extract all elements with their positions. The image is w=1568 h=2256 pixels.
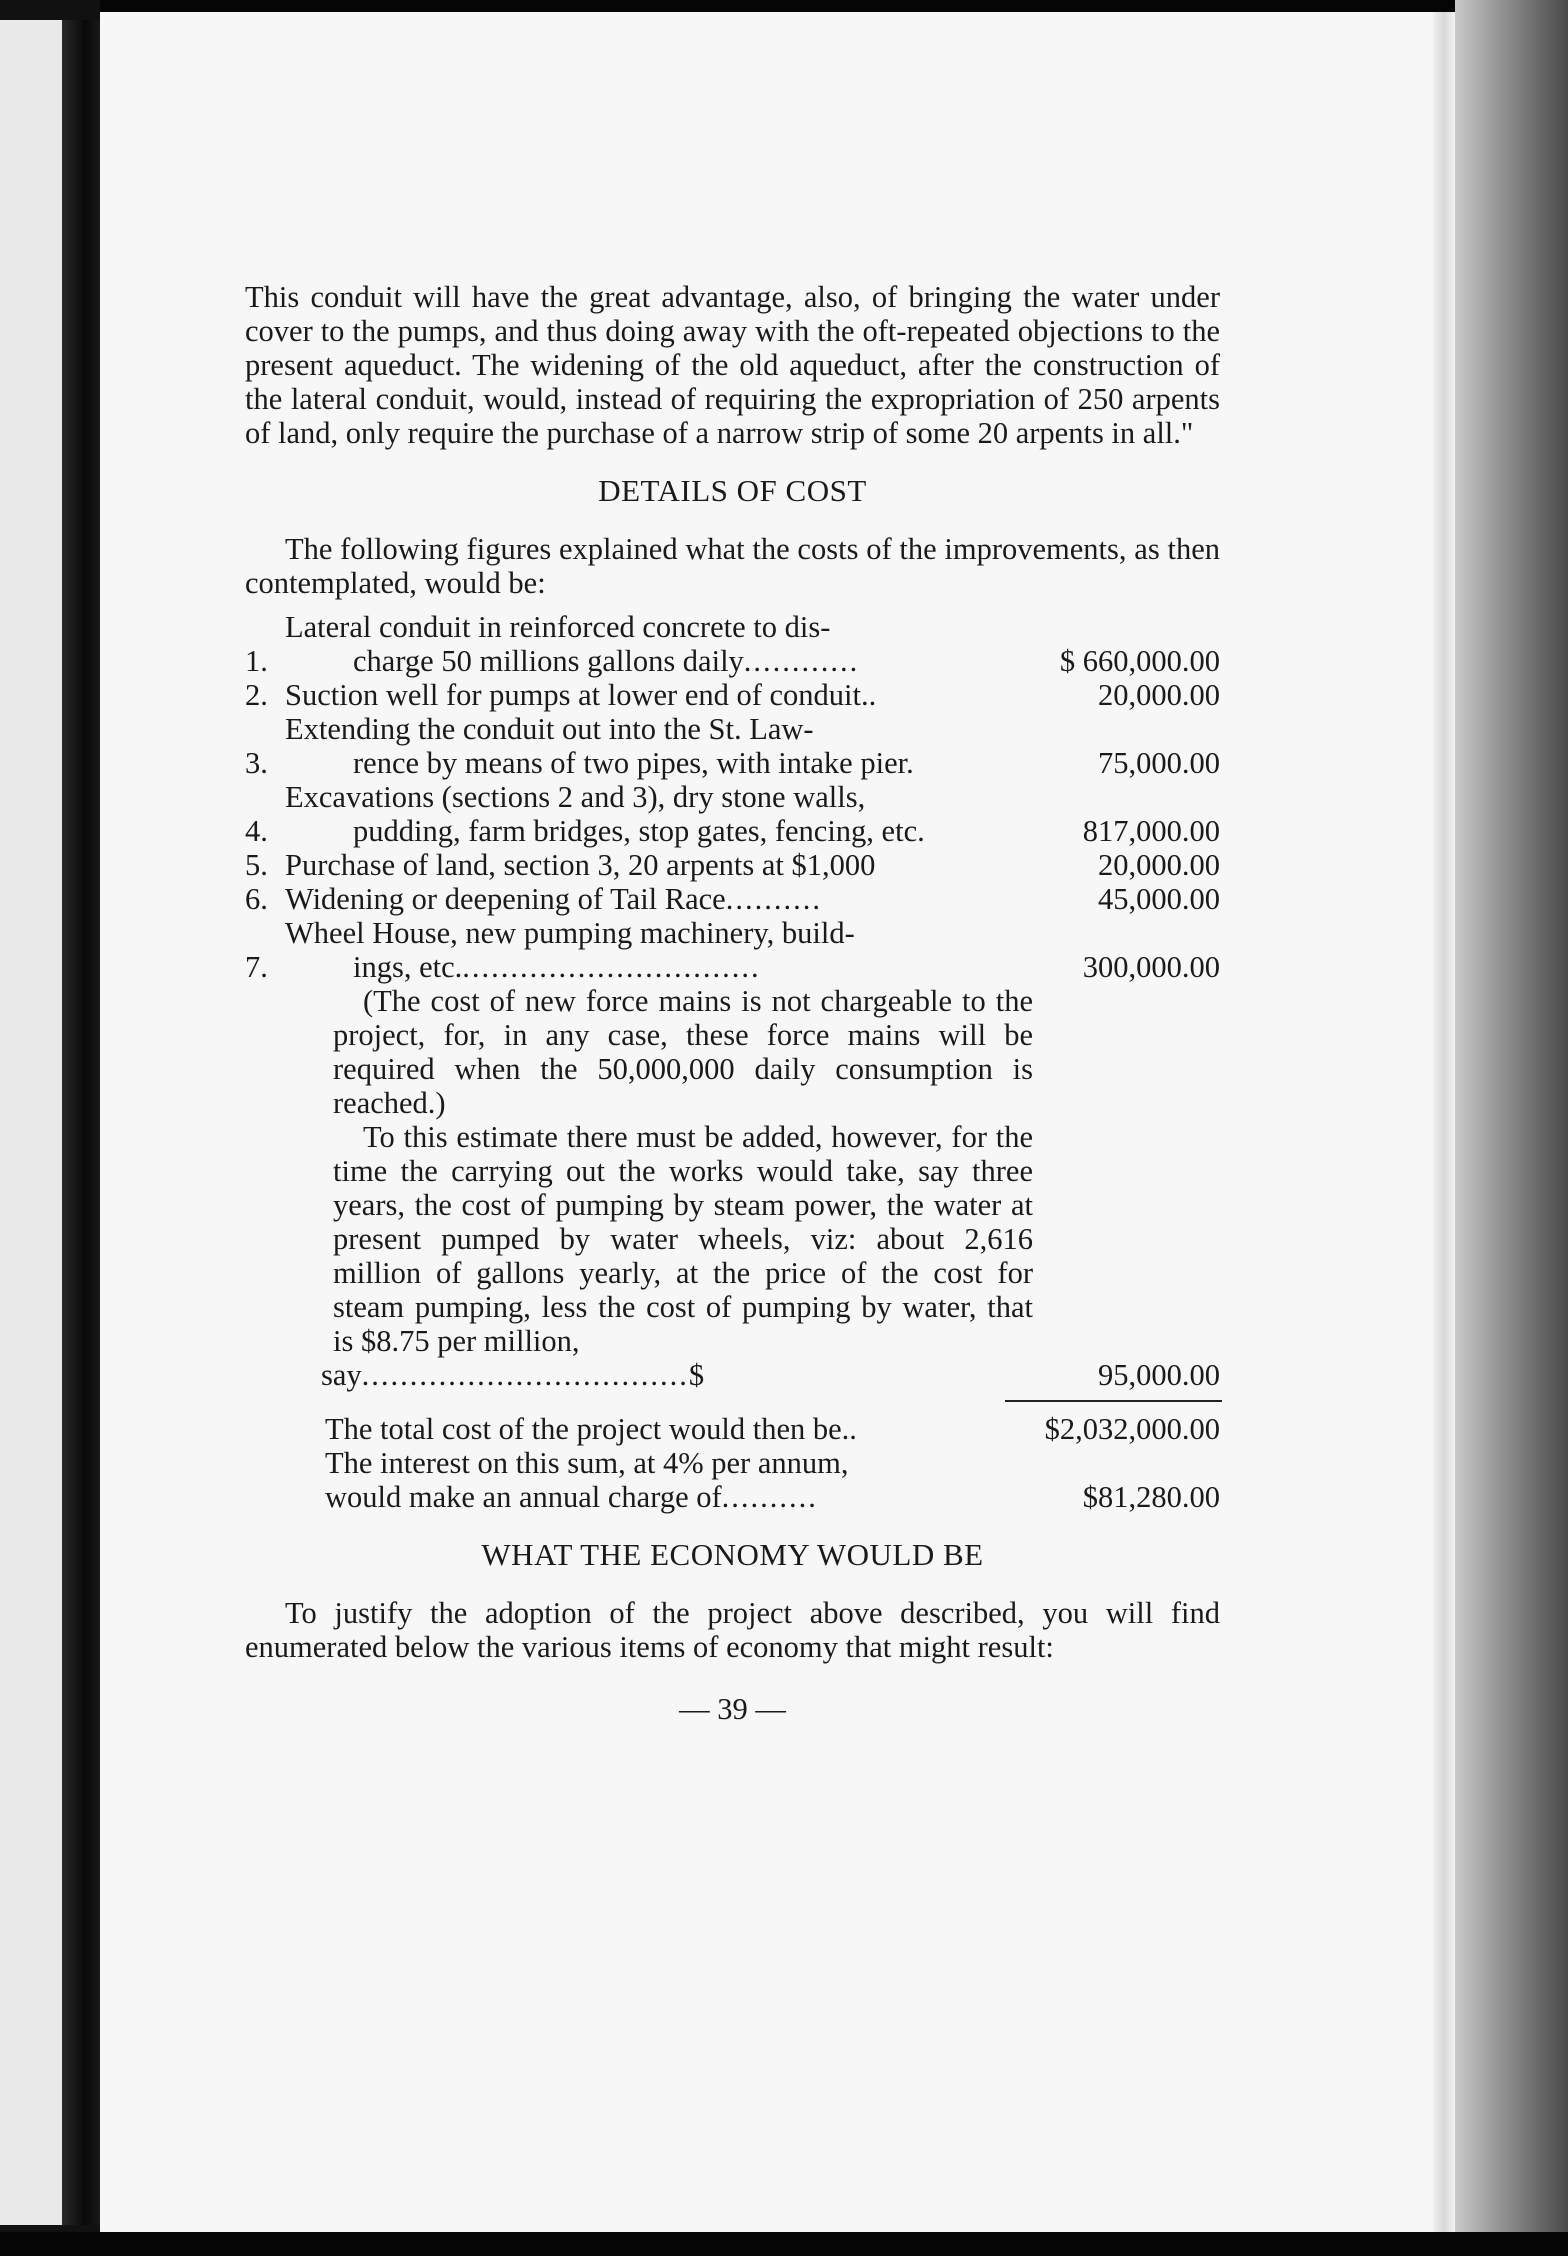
steam-pumping-last-line xyxy=(245,1358,1025,1392)
item-text-line xyxy=(285,950,1025,984)
item-amount: 300,000.00 xyxy=(1082,950,1220,984)
item-text-line xyxy=(285,644,1025,678)
item-text-line: Suction well for pumps at lower end of conduit.. xyxy=(285,678,877,712)
item-number: 1. xyxy=(245,644,268,678)
item-description xyxy=(285,916,1025,984)
interest-row xyxy=(325,1446,1220,1514)
item-text-line: Extending the conduit out into the St. Law- xyxy=(285,712,814,746)
cost-list xyxy=(245,610,1220,984)
item-text-line xyxy=(285,882,1025,916)
cost-item xyxy=(245,678,1220,712)
details-of-cost-heading: DETAILS OF COST xyxy=(598,473,867,508)
item-text-line: Lateral conduit in reinforced concrete to dis- xyxy=(285,610,831,644)
interest-amount: $81,280.00 xyxy=(1082,1480,1220,1514)
leader-dots: ..................................$ xyxy=(361,1358,707,1392)
item-amount: 20,000.00 xyxy=(1098,678,1220,712)
cost-item xyxy=(245,882,1220,916)
facing-page-edge xyxy=(0,20,62,2225)
item-text-line: pudding, farm bridges, stop gates, fencing, etc. xyxy=(353,814,925,848)
page-number: — 39 — xyxy=(679,1692,786,1726)
steam-pumping-row xyxy=(245,1358,1220,1392)
steam-pumping-note: To this estimate there must be added, however, for the time the carrying out the works would take, say three years, the cost of pumping by steam power, the water at present pumped by water wheels, viz: about 2,616 million of gallons yearly, at the price of the cost for steam pumping, less the cost of pumping by water, that is $8.75 per million, xyxy=(333,1120,1033,1358)
item-amount: 20,000.00 xyxy=(1098,848,1220,882)
item-number: 6. xyxy=(245,882,268,916)
item-description xyxy=(285,610,1025,678)
details-intro-paragraph: The following figures explained what the costs of the improvements, as then contemplated, would be: xyxy=(245,532,1220,600)
interest-line xyxy=(325,1480,1005,1514)
cost-item xyxy=(245,780,1220,848)
cost-item xyxy=(245,916,1220,984)
leader-dots: .......... xyxy=(725,882,822,916)
item-text-line: Purchase of land, section 3, 20 arpents at $1,000 xyxy=(285,848,876,882)
item-number: 7. xyxy=(245,950,268,984)
leader-dots: .......... xyxy=(721,1480,818,1514)
scan-border-bottom xyxy=(0,2232,1568,2256)
page-content xyxy=(245,280,1220,1726)
item-amount: 45,000.00 xyxy=(1098,882,1220,916)
item-text: Widening or deepening of Tail Race xyxy=(285,882,726,916)
steam-pumping-amount: 95,000.00 xyxy=(1098,1358,1220,1392)
cost-item xyxy=(245,610,1220,678)
total-row xyxy=(325,1412,1220,1446)
leader-dots: ............................... xyxy=(462,950,761,984)
item-text: charge 50 millions gallons daily xyxy=(353,644,744,678)
item-text: say xyxy=(321,1358,362,1392)
scan-border-right xyxy=(1455,0,1568,2256)
item-text-line: Wheel House, new pumping machinery, build- xyxy=(285,916,855,950)
item-number: 3. xyxy=(245,746,268,780)
interest-label xyxy=(325,1446,1005,1514)
item-description xyxy=(285,780,1025,848)
item-description xyxy=(285,712,1025,780)
force-mains-note: (The cost of new force mains is not chargeable to the project, for, in any case, these force mains will be required when the 50,000,000 daily consumption is reached.) xyxy=(333,984,1033,1120)
item-description xyxy=(285,678,1025,712)
economy-heading: WHAT THE ECONOMY WOULD BE xyxy=(481,1537,984,1572)
item-text: ings, etc. xyxy=(353,950,463,984)
book-gutter xyxy=(62,20,100,2225)
intro-paragraph: This conduit will have the great advantage, also, of bringing the water under cover to the pumps, and thus doing away with the oft-repeated objections to the present aqueduct. The widening of the old aqueduct, after the construction of the lateral conduit, would, instead of requiring the expropriation of 250 arpents of land, only require the purchase of a narrow strip of some 20 arpents in all." xyxy=(245,280,1220,450)
item-text-line: Excavations (sections 2 and 3), dry stone walls, xyxy=(285,780,866,814)
item-description xyxy=(285,882,1025,916)
item-description xyxy=(285,848,1025,882)
page-edge xyxy=(1433,12,1455,2232)
economy-paragraph: To justify the adoption of the project above described, you will find enumerated below the various items of economy that might result: xyxy=(245,1596,1220,1664)
item-amount: 75,000.00 xyxy=(1098,746,1220,780)
item-number: 5. xyxy=(245,848,268,882)
item-text-line: rence by means of two pipes, with intake pier. xyxy=(353,746,914,780)
total-rule xyxy=(1005,1400,1222,1402)
total-amount: $2,032,000.00 xyxy=(1044,1412,1220,1446)
item-amount: 817,000.00 xyxy=(1082,814,1220,848)
leader-dots: ............ xyxy=(743,644,860,678)
total-label: The total cost of the project would then be.. xyxy=(325,1412,857,1446)
item-amount: $ 660,000.00 xyxy=(1059,644,1220,678)
interest-text: would make an annual charge of xyxy=(325,1480,722,1514)
item-number: 2. xyxy=(245,678,268,712)
total-block xyxy=(245,1412,1220,1514)
cost-item xyxy=(245,712,1220,780)
cost-item xyxy=(245,848,1220,882)
item-number: 4. xyxy=(245,814,268,848)
cost-notes xyxy=(245,984,1033,1358)
interest-line: The interest on this sum, at 4% per annum, xyxy=(325,1446,849,1480)
